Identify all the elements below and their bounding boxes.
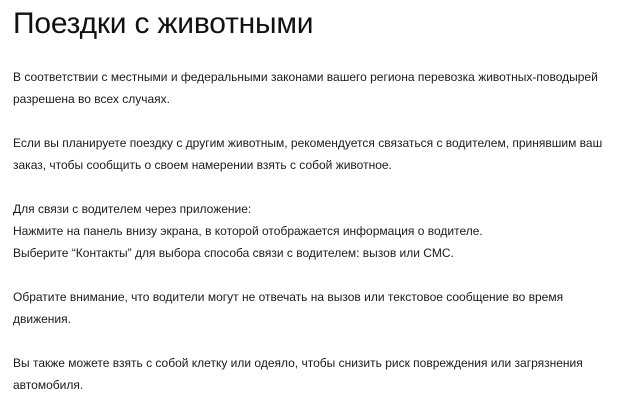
article-body [13, 66, 633, 418]
paragraph-contact-driver [13, 132, 633, 176]
text-line: заказ, чтобы сообщить о своем намерении взять с собой животное. [13, 158, 392, 172]
text-line: движения. [13, 312, 71, 326]
paragraph-guide-animals [13, 66, 633, 110]
text-line: Нажмите на панель внизу экрана, в которой отображается информация о водителе. [13, 224, 483, 238]
text-line: Если вы планируете поездку с другим животным, рекомендуется связаться с водителем, принявшим ваш [13, 136, 603, 150]
paragraph-app-instructions [13, 198, 633, 264]
page-title: Поездки с животными [13, 7, 314, 40]
text-line: Для связи с водителем через приложение: [13, 202, 252, 216]
text-line: разрешена во всех случаях. [13, 92, 170, 106]
text-line: Выберите “Контакты” для выбора способа связи с водителем: вызов или СМС. [13, 246, 454, 260]
text-line: В соответствии с местными и федеральными законами вашего региона перевозка животных-поводырей [13, 70, 598, 84]
paragraph-driver-notice [13, 286, 633, 330]
text-line: автомобиля. [13, 378, 84, 392]
text-line: Вы также можете взять с собой клетку или одеяло, чтобы снизить риск повреждения или загрязнения [13, 356, 583, 370]
paragraph-cage-blanket [13, 352, 633, 396]
text-line: Обратите внимание, что водители могут не отвечать на вызов или текстовое сообщение во время [13, 290, 564, 304]
